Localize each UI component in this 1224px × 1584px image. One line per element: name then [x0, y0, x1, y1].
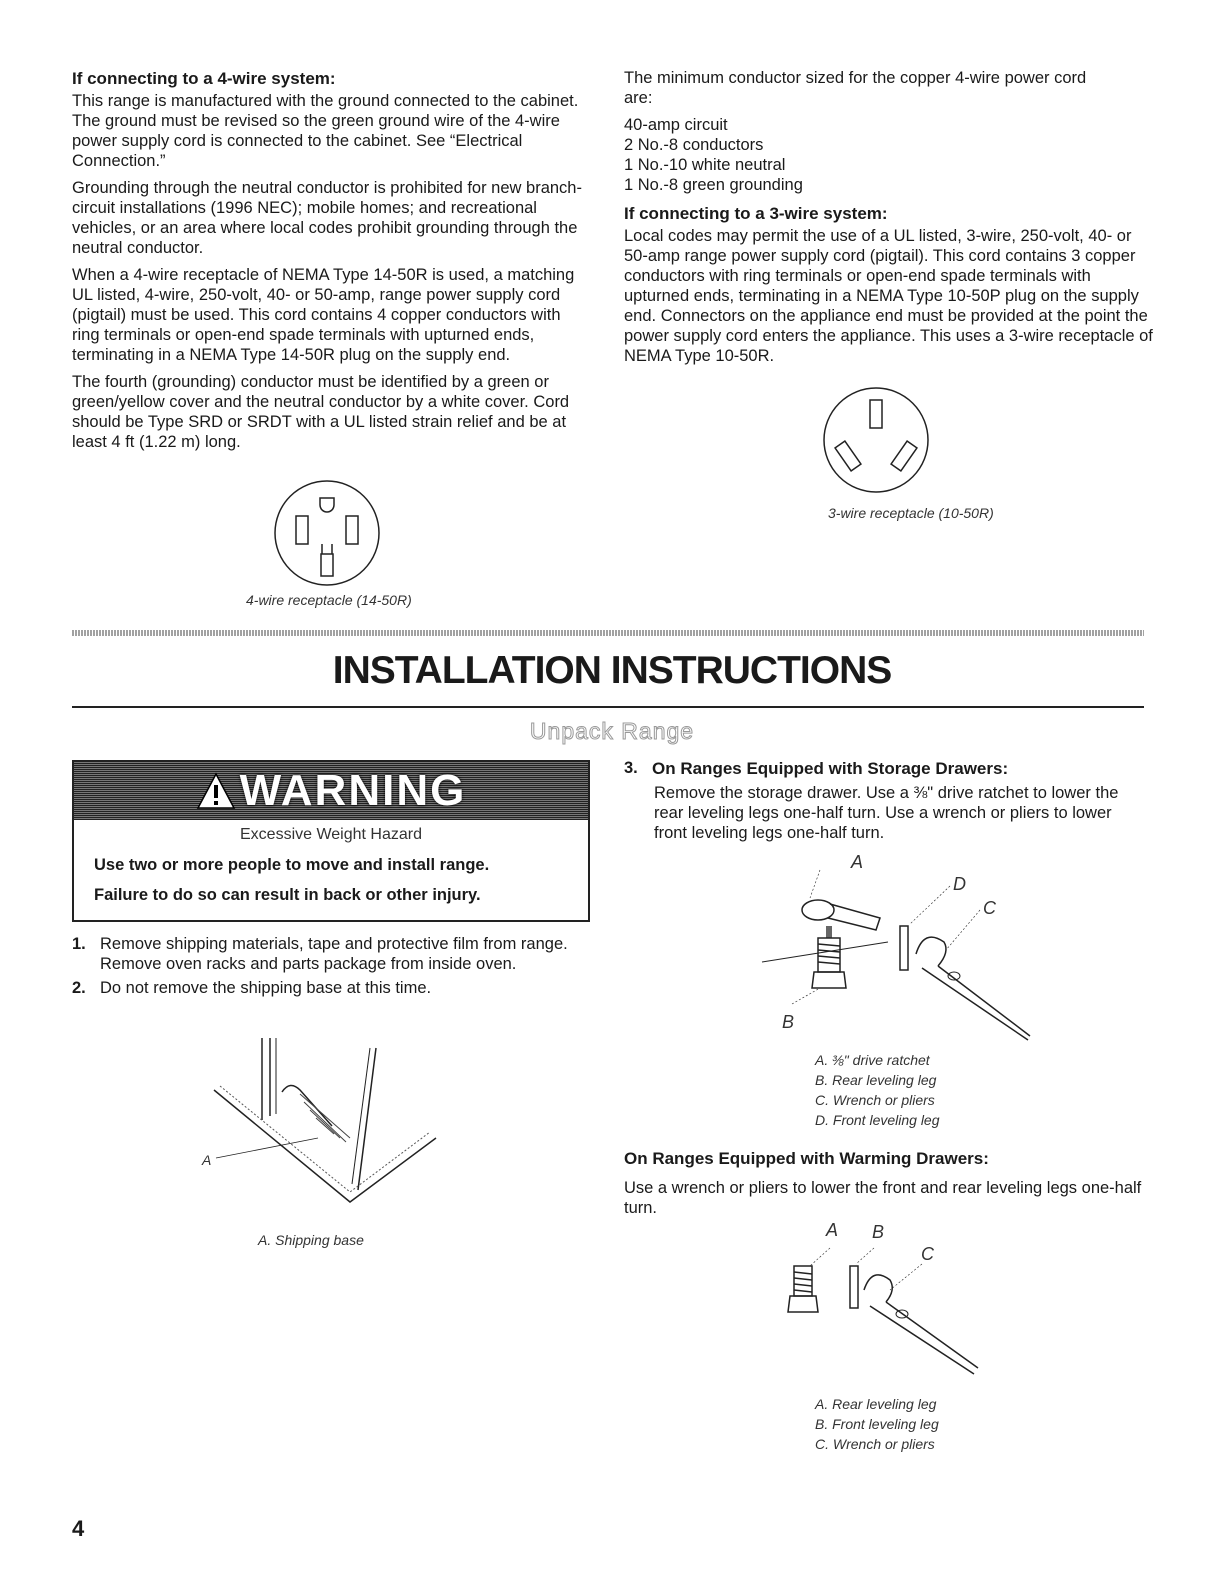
shipping-base-caption: A. Shipping base	[258, 1232, 364, 1248]
front-leveling-leg-icon	[850, 1266, 858, 1308]
step-3-text: Remove the storage drawer. Use a ⅜" drive ratchet to lower the rear leveling legs one-half turn. Use a wrench or pliers to lower front leveling legs one-half turn.	[654, 784, 1119, 842]
three-wire-receptacle-caption: 3-wire receptacle (10-50R)	[828, 505, 994, 521]
legend-item: C. Wrench or pliers	[815, 1092, 935, 1108]
warning-word: WARNING	[239, 766, 467, 815]
conductor-intro: The minimum conductor sized for the copper 4-wire power cord are:	[624, 69, 1087, 107]
rear-leveling-leg-icon	[812, 938, 846, 988]
three-wire-receptacle-illustration	[818, 388, 938, 498]
three-wire-paragraph: Local codes may permit the use of a UL listed, 3-wire, 250-volt, 40- or 50-amp range power supply cord (pigtail). This cord contains 3 copper conductors with ring terminals or open-end spade terminals with upturned ends, terminating in a NEMA Type 10-50P plug on the supply end. Connectors on the appliance end must be provided at the point the power supply cord enters the appliance. This uses a 3-wire receptacle of NEMA Type 10-50R.	[624, 227, 1153, 365]
step-number: 2.	[72, 979, 86, 997]
step-text: Remove shipping materials, tape and protective film from range. Remove oven racks and parts package from inside oven.	[100, 935, 568, 973]
rear-leveling-leg-icon	[788, 1266, 818, 1312]
legend-item: A. Rear leveling leg	[815, 1396, 937, 1412]
page-number: 4	[72, 1516, 85, 1541]
warming-text: Use a wrench or pliers to lower the front and rear leveling legs one-half turn.	[624, 1179, 1142, 1217]
section-divider-dotted	[72, 630, 1144, 636]
step-number: 3.	[624, 759, 638, 777]
conductor-list	[624, 115, 1154, 195]
four-wire-paragraph: The fourth (grounding) conductor must be identified by a green or green/yellow cover and the neutral conductor by a white cover. Cord should be Type SRD or SRDT with a UL listed strain relief and be at least 4 ft (1.22 m) long.	[72, 373, 570, 451]
warming-figure-label-a: A	[826, 1220, 839, 1240]
steps-list	[72, 934, 572, 1002]
section-divider-solid	[72, 706, 1144, 708]
four-wire-section	[72, 68, 590, 459]
warming-drawer-leveling-illustration	[786, 1240, 986, 1380]
four-wire-receptacle-caption: 4-wire receptacle (14-50R)	[246, 592, 412, 608]
page-title: INSTALLATION INSTRUCTIONS	[332, 649, 892, 692]
list-item	[624, 758, 1144, 779]
right-column-top	[624, 68, 1154, 373]
list-item	[72, 934, 572, 974]
warming-figure-label-c: C	[921, 1244, 934, 1264]
pliers-icon	[916, 937, 1030, 1040]
four-wire-heading: If connecting to a 4-wire system:	[72, 69, 336, 88]
conductor-item: 40-amp circuit	[624, 116, 728, 134]
storage-figure-label-d: D	[953, 874, 966, 894]
shipping-base-illustration	[200, 1034, 460, 1214]
storage-figure-label-c: C	[983, 898, 996, 918]
conductor-item: 2 No.-8 conductors	[624, 136, 764, 154]
legend-item: D. Front leveling leg	[815, 1112, 940, 1128]
warning-box	[72, 760, 590, 922]
step-number: 1.	[72, 935, 86, 953]
warming-figure-label-b: B	[872, 1222, 885, 1242]
four-wire-paragraph: When a 4-wire receptacle of NEMA Type 14-50R is used, a matching UL listed, 4-wire, 250-volt, 40- or 50-amp, range power supply cord (pigtail) must be used. This cord contains 4 copper conductors with ring terminals or open-end spade terminals with upturned ends, terminating in a NEMA Type 14-50R plug on the supply end.	[72, 266, 575, 364]
warning-instruction: Use two or more people to move and install range.	[94, 856, 490, 874]
warning-consequence: Failure to do so can result in back or other injury.	[94, 886, 481, 904]
step-text: Do not remove the shipping base at this time.	[100, 979, 432, 997]
section-subtitle: Unpack Range	[529, 718, 695, 744]
warming-heading: On Ranges Equipped with Warming Drawers:	[624, 1149, 989, 1168]
list-item	[72, 978, 572, 998]
warming-figure-legend	[815, 1394, 939, 1454]
legend-item: C. Wrench or pliers	[815, 1436, 935, 1452]
four-wire-paragraph: This range is manufactured with the ground connected to the cabinet. The ground must be revised so the green ground wire of the 4-wire power supply cord is connected to the cabinet. See “Electrical Connection.”	[72, 92, 579, 170]
step-3-heading: On Ranges Equipped with Storage Drawers:	[652, 759, 1009, 778]
pliers-icon	[864, 1275, 978, 1374]
four-wire-paragraph: Grounding through the neutral conductor is prohibited for new branch-circuit installations (1996 NEC); mobile homes; and recreational vehicles, or an area where local codes prohibit grounding through the neutral conductor.	[72, 179, 582, 257]
four-wire-receptacle-illustration	[270, 478, 390, 588]
storage-figure-legend	[815, 1050, 940, 1130]
storage-figure-label-b: B	[782, 1012, 795, 1032]
step-3	[624, 758, 1144, 843]
three-wire-heading: If connecting to a 3-wire system:	[624, 204, 888, 223]
legend-item: B. Front leveling leg	[815, 1416, 939, 1432]
warning-banner	[74, 762, 588, 820]
warning-triangle-icon	[196, 771, 236, 811]
conductor-item: 1 No.-10 white neutral	[624, 156, 786, 174]
warning-hazard: Excessive Weight Hazard	[240, 826, 422, 843]
conductor-item: 1 No.-8 green grounding	[624, 176, 803, 194]
legend-item: A. ⅜" drive ratchet	[815, 1052, 930, 1068]
legend-item: B. Rear leveling leg	[815, 1072, 937, 1088]
shipping-figure-label-a: A	[202, 1152, 212, 1168]
front-leveling-leg-icon	[900, 926, 908, 970]
storage-figure-label-a: A	[851, 852, 864, 872]
